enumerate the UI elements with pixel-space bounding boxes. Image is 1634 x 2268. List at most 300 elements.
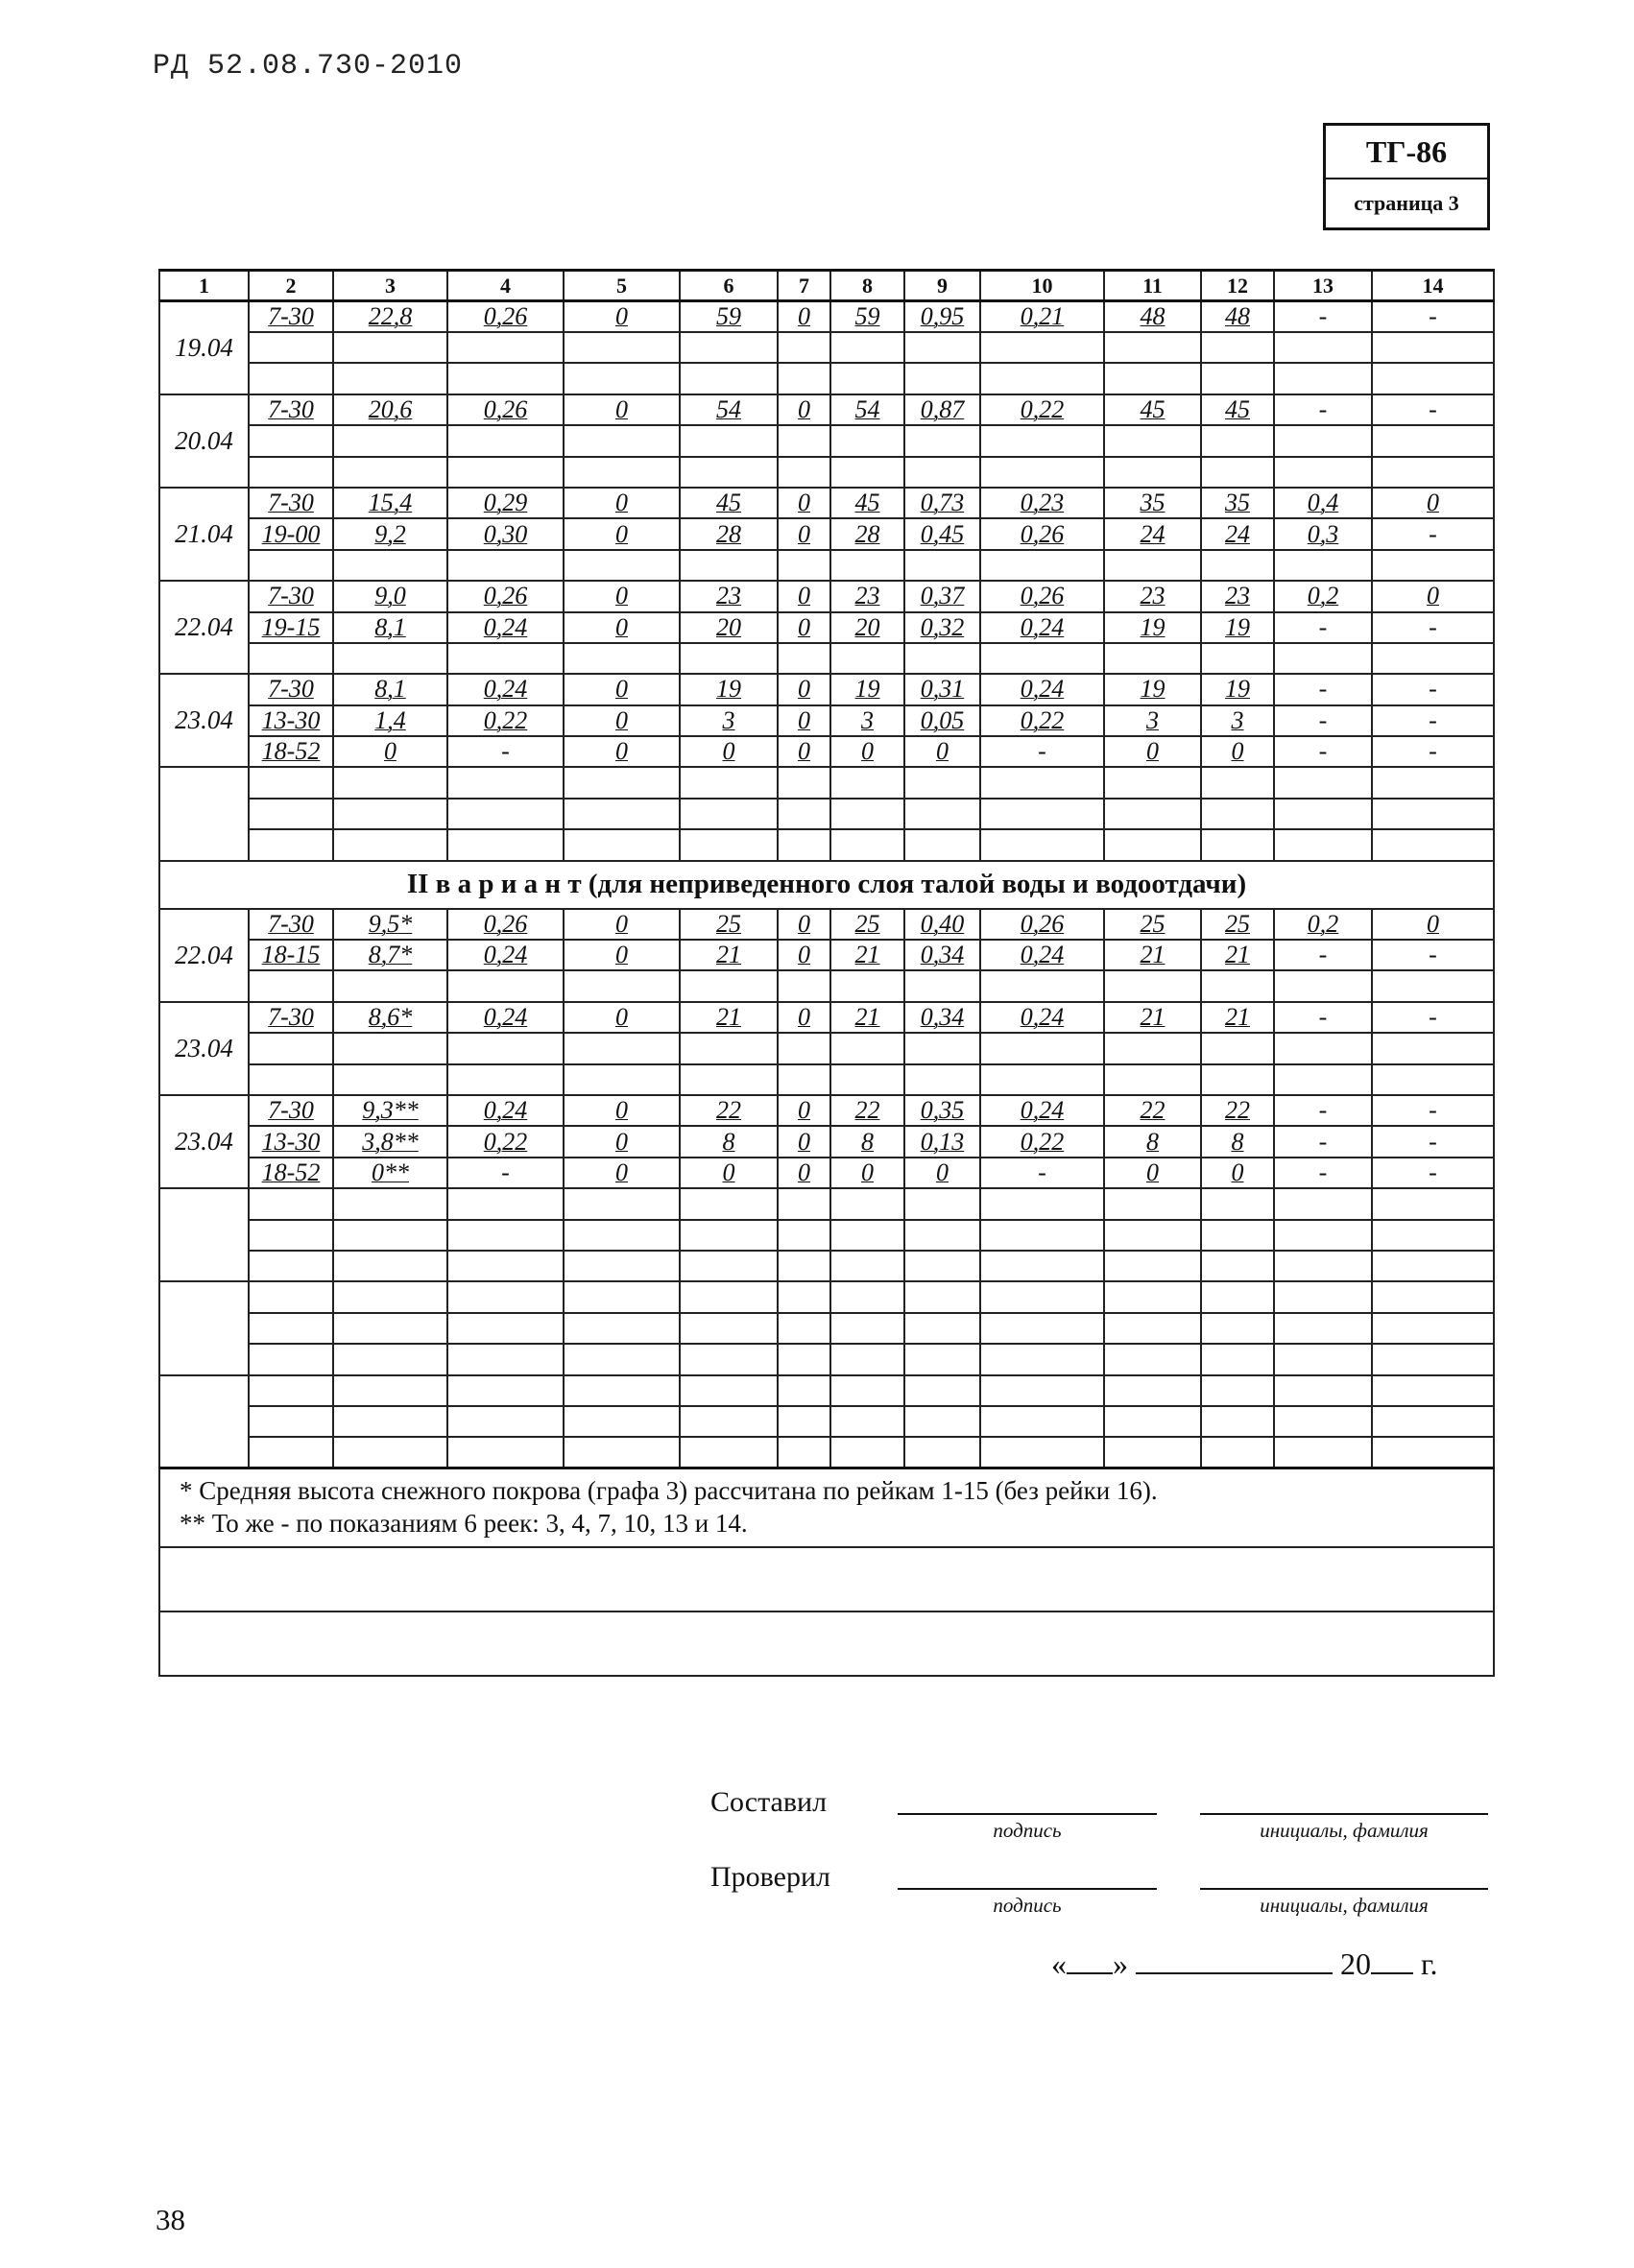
table-row [159,1095,1494,1126]
table-cell [1372,643,1494,674]
table-cell [447,1033,564,1063]
table-cell [1372,1158,1494,1188]
cell-value: 45 [716,489,741,517]
table-cell [564,301,680,333]
table-cell [564,1220,680,1251]
date-cell: 23.04 [159,1095,249,1188]
table-cell [980,1220,1104,1251]
cell-value: 0,26 [1020,909,1065,938]
table-cell [980,1313,1104,1344]
cell-value: 0 [384,737,396,766]
table-cell [447,1126,564,1157]
cell-value: 8,1 [374,675,406,704]
table-cell [904,1220,980,1251]
table-cell [1104,1313,1201,1344]
table-cell [1104,736,1201,767]
column-number: 6 [680,271,778,301]
table-cell [1201,674,1274,704]
table-cell [904,1002,980,1033]
cell-value: 0 [798,302,810,330]
cell-value: - [1318,394,1328,423]
table-cell [564,332,680,363]
table-cell [1372,1251,1494,1281]
column-number: 14 [1372,271,1494,301]
cell-value: 19 [1140,612,1165,641]
table-cell [564,1437,680,1468]
table-cell [1274,1220,1372,1251]
cell-value: 15,4 [368,489,413,517]
checked-signature-field[interactable] [898,1888,1157,1890]
cell-value: 28 [854,519,880,548]
compiled-name-field[interactable] [1200,1813,1488,1815]
table-cell [564,705,680,736]
cell-value: 8 [1231,1127,1244,1156]
table-cell [564,909,680,940]
cell-value: 9,0 [374,582,406,610]
table-row [159,1064,1494,1095]
table-cell [830,332,904,363]
table-cell [1372,612,1494,643]
table-cell [564,1158,680,1188]
table-cell [778,970,830,1001]
table-cell [564,425,680,456]
table-cell [778,1375,830,1406]
cell-value: 8 [861,1127,874,1156]
table-cell [333,940,447,970]
date-cell: 19.04 [159,301,249,394]
cell-value: 0 [615,1127,628,1156]
year-field[interactable] [1371,1947,1413,1974]
table-cell [778,767,830,798]
cell-value: 0,32 [920,612,965,641]
table-cell [830,457,904,488]
table-cell [1274,332,1372,363]
table-cell [249,363,333,394]
table-cell [1274,1064,1372,1095]
table-cell [1104,970,1201,1001]
table-cell [1274,1002,1372,1033]
cell-value: 0 [798,489,810,517]
cell-value: 19 [1225,612,1250,641]
table-cell [830,1220,904,1251]
table-cell [1372,332,1494,363]
table-cell [249,674,333,704]
table-cell [904,332,980,363]
column-number: 8 [830,271,904,301]
table-cell [564,1375,680,1406]
cell-value: - [1318,675,1328,704]
table-cell [680,1375,778,1406]
column-numbers-row [159,271,1494,301]
table-cell [1201,705,1274,736]
cell-value: 59 [854,302,880,330]
cell-value: 19-15 [261,612,321,641]
table-cell [778,394,830,425]
table-cell [1372,1126,1494,1157]
cell-value: 0,24 [1020,1096,1065,1125]
cell-value: 0,4 [1307,489,1339,517]
cell-value: 0,24 [483,1003,528,1031]
cell-value: 0 [722,737,735,766]
cell-value: 0 [1427,582,1439,610]
table-cell [1274,1095,1372,1126]
column-number: 7 [778,271,830,301]
cell-value: 19-00 [261,519,321,548]
table-cell [249,1251,333,1281]
table-row [159,488,1494,518]
cell-value: 21 [1225,941,1250,969]
table-cell [1201,1220,1274,1251]
cell-value: 0 [1146,1158,1159,1186]
table-cell [447,643,564,674]
table-cell [1104,332,1201,363]
cell-value: 7-30 [268,489,314,517]
table-cell [778,1033,830,1063]
table-cell [1274,550,1372,581]
date-cell: 22.04 [159,581,249,674]
table-cell [830,1095,904,1126]
table-cell [447,1064,564,1095]
table-cell [333,674,447,704]
table-cell [249,799,333,829]
column-number: 1 [159,271,249,301]
table-cell [904,705,980,736]
table-cell [447,1220,564,1251]
table-cell [1104,550,1201,581]
cell-value: 7-30 [268,582,314,610]
table-cell [564,829,680,860]
table-cell [680,363,778,394]
table-cell [333,1220,447,1251]
table-cell [1104,1158,1201,1188]
table-cell [904,488,980,518]
cell-value: 0 [615,705,628,734]
date-cell [159,1281,249,1374]
table-cell [333,799,447,829]
cell-value: 0 [936,737,949,766]
table-cell [564,612,680,643]
table-cell [830,970,904,1001]
table-cell [1372,940,1494,970]
table-cell [1201,1033,1274,1063]
table-cell [333,1126,447,1157]
table-row [159,518,1494,549]
table-cell [778,705,830,736]
table-cell [980,674,1104,704]
cell-value: - [1318,1127,1328,1156]
table-cell [680,829,778,860]
table-cell [1104,705,1201,736]
table-row [159,425,1494,456]
table-cell [1274,1375,1372,1406]
compiled-label: Составил [710,1786,828,1818]
cell-value: 0,2 [1307,582,1339,610]
table-cell [1372,1406,1494,1437]
table-cell [680,581,778,611]
table-cell [830,550,904,581]
table-cell [249,457,333,488]
table-cell [1104,829,1201,860]
table-cell [333,363,447,394]
table-cell [1372,425,1494,456]
table-cell [980,1406,1104,1437]
table-row [159,1033,1494,1063]
table-cell [1274,1158,1372,1188]
table-cell [447,736,564,767]
table-cell [564,674,680,704]
cell-value: 0 [615,582,628,610]
table-cell [1201,1437,1274,1468]
cell-value: 21 [716,1003,741,1031]
table-cell [1274,425,1372,456]
table-cell [680,518,778,549]
table-cell [1104,488,1201,518]
table-cell [333,1344,447,1374]
table-cell [680,550,778,581]
cell-value: 0,24 [1020,1003,1065,1031]
date-cell: 21.04 [159,488,249,581]
cell-value: 0,22 [483,705,528,734]
table-cell [830,1281,904,1312]
table-cell [564,1033,680,1063]
cell-value: 0 [798,519,810,548]
table-cell [1274,363,1372,394]
cell-value: 7-30 [268,1096,314,1125]
table-cell [980,767,1104,798]
page-label: страница 3 [1354,191,1459,215]
table-cell [1104,425,1201,456]
table-cell [1201,1095,1274,1126]
cell-value: - [501,1158,510,1186]
table-row [159,1344,1494,1374]
cell-value: 0 [722,1158,735,1186]
day-field[interactable] [1067,1947,1113,1974]
table-cell [249,394,333,425]
table-cell [564,1002,680,1033]
cell-value: 59 [716,302,741,330]
name-caption: инициалы, фамилия [1260,1819,1429,1842]
cell-value: 18-52 [261,737,321,766]
table-cell [447,488,564,518]
table-cell [680,1251,778,1281]
cell-value: 0,26 [1020,582,1065,610]
table-cell [333,1251,447,1281]
table-cell [904,1064,980,1095]
table-cell [1201,1002,1274,1033]
table-cell [830,736,904,767]
cell-value: - [1429,675,1437,704]
cell-value: 0 [615,1096,628,1125]
table-cell [980,1064,1104,1095]
cell-value: 0 [615,675,628,704]
table-cell [680,488,778,518]
table-cell [778,1126,830,1157]
table-cell [564,799,680,829]
table-cell [1274,829,1372,860]
cell-value: 25 [854,909,880,938]
table-cell [1201,581,1274,611]
cell-value: 0 [1427,909,1439,938]
table-cell [447,1158,564,1188]
table-row [159,909,1494,940]
table-cell [830,1126,904,1157]
table-cell [1274,1251,1372,1281]
cell-value: 18-52 [261,1158,321,1186]
table-cell [333,705,447,736]
cell-value: 0,29 [483,489,528,517]
cell-value: - [1429,941,1437,969]
cell-value: 0,34 [920,1003,965,1031]
table-row [159,550,1494,581]
cell-value: 0,31 [920,675,965,704]
table-cell [980,1033,1104,1063]
cell-value: 25 [716,909,741,938]
table-cell [1274,1406,1372,1437]
checked-name-field[interactable] [1200,1888,1488,1890]
table-cell [447,1406,564,1437]
table-cell [830,829,904,860]
table-cell [778,1313,830,1344]
table-cell [333,457,447,488]
cell-value: - [501,737,510,766]
cell-value: 20 [854,612,880,641]
table-cell [680,736,778,767]
table-cell [1372,970,1494,1001]
table-cell [1372,1002,1494,1033]
cell-value: 45 [1140,394,1165,423]
cell-value: 0 [615,612,628,641]
cell-value: 0 [798,737,810,766]
table-cell [1372,674,1494,704]
table-cell [830,1375,904,1406]
table-cell [830,1064,904,1095]
table-cell [249,767,333,798]
page-number: 38 [156,2203,185,2236]
table-cell [904,1033,980,1063]
checked-row [710,1855,1498,1930]
cell-value: - [1318,941,1328,969]
close-quote: » [1113,1946,1128,1981]
table-cell [778,1251,830,1281]
table-cell [564,518,680,549]
table-cell [333,1002,447,1033]
table-cell [1201,1313,1274,1344]
table-cell [447,363,564,394]
cell-value: 0 [798,941,810,969]
table-cell [980,1281,1104,1312]
table-cell [1274,643,1372,674]
date-cell: 20.04 [159,394,249,488]
cell-value: 0 [615,489,628,517]
cell-value: 9,5* [368,909,413,938]
table-cell [830,518,904,549]
table-cell [830,1406,904,1437]
table-cell [447,1313,564,1344]
document-code: РД 52.08.730-2010 [153,50,464,83]
cell-value: 0 [615,941,628,969]
table-cell [830,1313,904,1344]
cell-value: 22 [854,1096,880,1125]
cell-value: 0 [798,582,810,610]
cell-value: 7-30 [268,675,314,704]
table-cell [1201,488,1274,518]
cell-value: 0 [861,737,874,766]
table-cell [904,1437,980,1468]
table-cell [1201,1158,1274,1188]
table-cell [1201,425,1274,456]
table-cell [1201,736,1274,767]
table-cell [830,425,904,456]
table-cell [1274,1033,1372,1063]
table-cell [680,1437,778,1468]
cell-value: - [1318,1003,1328,1031]
table-cell [564,1188,680,1219]
table-cell [249,829,333,860]
table-cell [830,581,904,611]
table-cell [904,550,980,581]
table-cell [1372,1033,1494,1063]
table-cell [980,799,1104,829]
table-cell [680,1064,778,1095]
cell-value: - [1318,705,1328,734]
cell-value: 9,2 [374,519,406,548]
table-cell [980,909,1104,940]
cell-value: - [1429,612,1437,641]
table-cell [447,332,564,363]
cell-value: 0,95 [920,302,965,330]
table-cell [249,1158,333,1188]
table-cell [980,1158,1104,1188]
table-cell [447,909,564,940]
table-cell [830,1158,904,1188]
table-cell [333,394,447,425]
table-cell [980,363,1104,394]
table-cell [447,1095,564,1126]
table-cell [1104,612,1201,643]
date-cell: 23.04 [159,1002,249,1095]
footnote-row [159,1468,1494,1547]
table-row [159,1220,1494,1251]
table-cell [1274,457,1372,488]
table-cell [1201,970,1274,1001]
table-cell [1372,1220,1494,1251]
cell-value: 23 [854,582,880,610]
cell-value: 0,22 [1020,1127,1065,1156]
table-cell [333,301,447,333]
cell-value: 20 [716,612,741,641]
table-cell [447,612,564,643]
table-cell [1104,1437,1201,1468]
table-cell [564,1344,680,1374]
compiled-signature-field[interactable] [898,1813,1157,1815]
table-cell [249,518,333,549]
table-cell [1104,1188,1201,1219]
table-cell [333,767,447,798]
table-cell [333,612,447,643]
table-cell [980,518,1104,549]
table-cell [1372,1064,1494,1095]
cell-value: 3 [1146,705,1159,734]
table-row [159,457,1494,488]
table-cell [680,1220,778,1251]
month-field[interactable] [1136,1947,1333,1974]
table-cell [680,1033,778,1063]
table-cell [1274,1126,1372,1157]
table-cell [249,1095,333,1126]
cell-value: 9,3** [362,1096,419,1125]
table-cell [1372,518,1494,549]
table-cell [1201,457,1274,488]
